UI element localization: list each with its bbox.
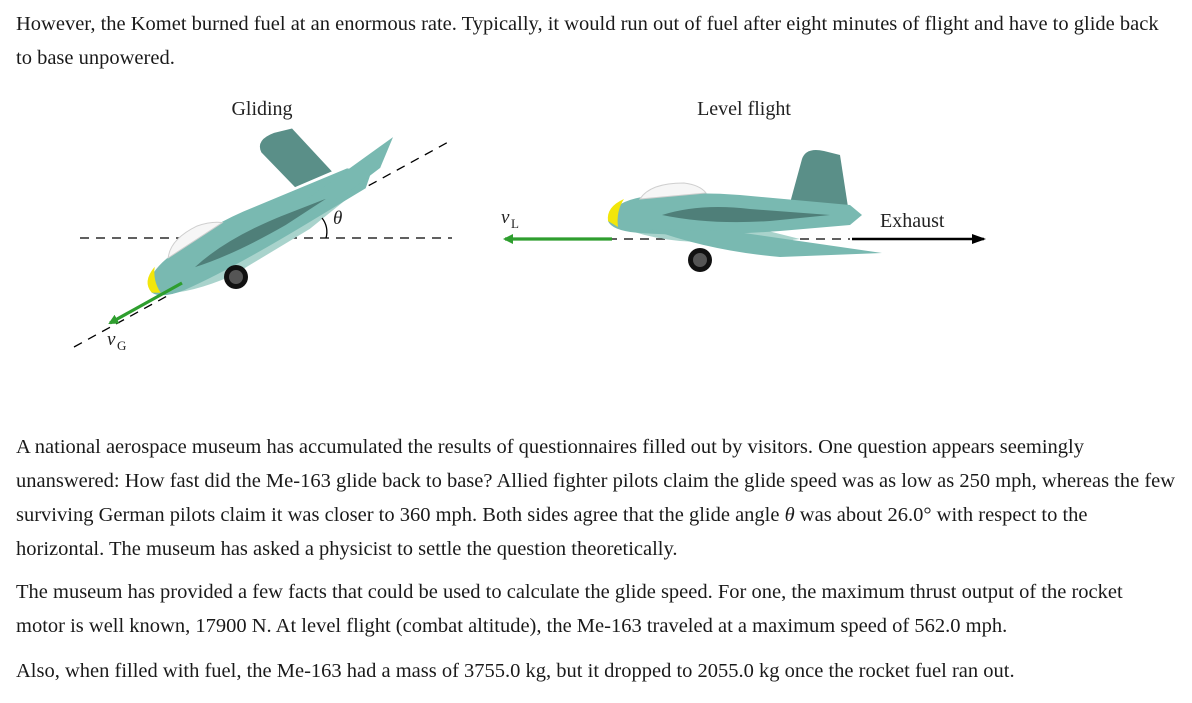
level-velocity-symbol: v xyxy=(501,207,510,228)
facts-paragraph: The museum has provided a few facts that could be used to calculate the glide speed. For one, the maximum thrust output of the rocket motor is well known, 17900 N. At level flight (combat altitude), the Me-163 traveled at a maximum speed of 562.0 mph. xyxy=(16,581,1123,637)
mass-paragraph: Also, when filled with fuel, the Me-163 had a mass of 3755.0 kg, but it dropped to 2055.0 kg once the rocket fuel ran out. xyxy=(16,660,1015,682)
gliding-panel xyxy=(74,87,452,353)
glide-velocity-arrow xyxy=(110,283,182,323)
museum-text-part2: was about 26.0° with respect to the horizontal. The museum has asked a physicist to settle the question theoretically. xyxy=(16,504,1088,560)
komet-diagram xyxy=(0,85,1192,375)
glide-angle-symbol: θ xyxy=(784,504,795,526)
glide-velocity-symbol: v xyxy=(107,329,116,350)
exhaust-label: Exhaust xyxy=(880,210,945,232)
museum-paragraph xyxy=(16,430,1176,566)
level-aircraft xyxy=(608,150,882,257)
level-flight-panel xyxy=(501,98,984,272)
glide-velocity-subscript: G xyxy=(117,338,127,353)
intro-paragraph: However, the Komet burned fuel at an enormous rate. Typically, it would run out of fuel after eight minutes of flight and have to glide back to base unpowered. xyxy=(16,13,1159,69)
komet-figure xyxy=(0,85,1192,375)
level-flight-title: Level flight xyxy=(697,98,791,120)
gliding-title: Gliding xyxy=(231,98,293,120)
angle-theta-label: θ xyxy=(333,208,343,229)
level-velocity-subscript: L xyxy=(511,216,519,231)
museum-text-part1: A national aerospace museum has accumulated the results of questionnaires filled out by visitors. One question appears seemingly unanswered: How fast did the Me-163 glide back to base? Allied fighter pilots claim the glide speed was as low as 250 mph, whereas the few surviving German pilots claim it was closer to 360 mph. Both sides agree that the glide angle xyxy=(16,436,1176,526)
gliding-aircraft xyxy=(112,87,417,311)
angle-arc xyxy=(322,218,327,238)
